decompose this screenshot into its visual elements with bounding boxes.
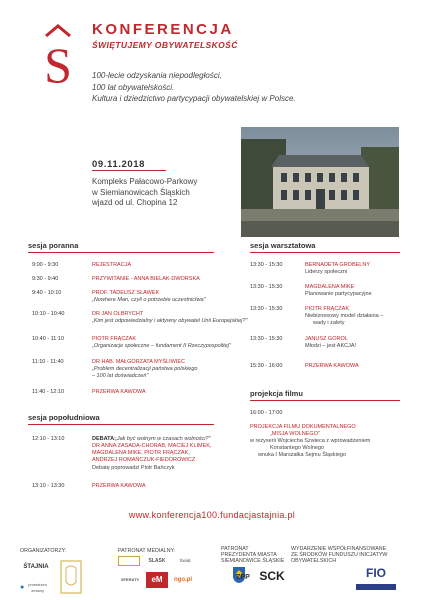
przestrzen-logo: ● przestrzeń zmiany	[20, 582, 47, 593]
workshop-row: 13:30 - 15:30 BERNADETA GROBELNY Liderzy społeczni	[250, 262, 370, 275]
conference-title: KONFERENCJA	[92, 21, 234, 38]
film-divider	[250, 400, 400, 401]
svg-text:S: S	[44, 37, 72, 88]
mayor-patronage-label: PATRONAT PREZYDENTA MIASTA SIEMIANOWICE ŚLĄSKIE	[221, 546, 285, 565]
morning-row: 11:40 - 12:10 PRZERWA KAWOWA	[32, 389, 146, 395]
workshop-row: 13:30 - 15:30 MAGDALENA MIKE Planowanie partycypacyjne	[250, 284, 372, 297]
afternoon-session-title: sesja popołudniowa	[28, 413, 100, 422]
em-logo: eM	[146, 572, 168, 588]
fio-logo: FIO	[366, 566, 386, 580]
ngo-logo: ngo.pl	[174, 577, 192, 583]
conference-lead: 100-lecie odzyskania niepodległości, 100 lat obywatelskości. Kultura i dziedzictwo partycypacji obywatelskiej w Polsce.	[92, 71, 296, 103]
media-patronage-label: PATRONAT MEDIALNY:	[118, 548, 176, 554]
morning-row: 10:40 - 11:10 PIOTR FRĄCZAK „Organizacje społeczne – fundament II Rzeczypospolitej"	[32, 336, 231, 349]
morning-row: 9:00 - 9:30 REJESTRACJA	[32, 262, 132, 268]
workshop-divider	[250, 252, 400, 253]
film-description: PROJEKCJA FILMU DOKUMENTALNEGO „MISJA WOLNEGO" w reżyserii Wojciecha Szwieca z wprowadzeniem Konstantego Wolnego wnuka I Marszałka Sejmu Śląskiego	[250, 424, 371, 458]
morning-divider	[28, 252, 214, 253]
media-logo-1	[118, 556, 140, 566]
conference-url-link[interactable]: www.konferencja100.fundacjastajnia.pl	[128, 510, 296, 520]
swiat-logo: Świat	[179, 558, 191, 563]
slask-logo: SLASK	[148, 558, 166, 564]
cofinance-label: WYDARZENIE WSPÓŁFINANSOWANE ZE ŚRODKÓW FUNDUSZU INICJATYW OBYWATELSKICH	[291, 546, 388, 565]
fio-bar	[356, 584, 396, 590]
sck-logo: SCK	[259, 569, 285, 583]
stajnia-logo: ŚTAJNIA	[23, 564, 49, 570]
morning-row: 10:10 - 10:40 DR JAN OLBRYCHT „Kim jest odpowiedzialny i aktywny obywatel Unii Europejskiej?"	[32, 311, 248, 324]
film-section-title: projekcja filmu	[250, 389, 303, 398]
event-venue: Kompleks Pałacowo-Parkowy w Siemianowicach Śląskich wjazd od ul. Chopina 12	[92, 177, 198, 207]
morning-row: 11:10 - 11:40 DR HAB. MAŁGORZATA MYŚLIWIEC „Problem decentralizacji państwa polskiego – 100 lat doświadczeń"	[32, 359, 198, 379]
event-date: 09.11.2018	[92, 159, 146, 170]
konferencja-logo	[38, 22, 78, 88]
film-time: 16:00 - 17:00	[250, 410, 283, 416]
crest-logo	[60, 560, 82, 594]
date-divider	[92, 170, 166, 171]
morning-session-title: sesja poranna	[28, 241, 79, 250]
organizers-label: ORGANIZATORZY:	[20, 548, 67, 554]
afternoon-divider	[28, 424, 214, 425]
workshop-row: 13:30 - 15:30 JANUSZ GOROL Młodzi – jest AKCJA!	[250, 336, 357, 349]
palace-photo	[241, 127, 399, 237]
sferaty-logo: SFERATY	[120, 577, 140, 582]
workshop-row: 13:30 - 15:30 PIOTR FRĄCZAK Niebiznesowy model działania – wady i zalety	[250, 306, 384, 326]
morning-row: 9:40 - 10:10 PROF. TADEUSZ SŁAWEK „Nowhere Man, czyli o potrzebie uczestnictwa"	[32, 290, 206, 303]
workshop-session-title: sesja warsztatowa	[250, 241, 316, 250]
workshop-row: 15:30 - 16:00 PRZERWA KAWOWA	[250, 363, 359, 369]
conference-subtitle: ŚWIĘTUJEMY OBYWATELSKOŚĆ	[92, 40, 238, 50]
afternoon-break-row: 13:10 - 13:30 PRZERWA KAWOWA	[32, 483, 146, 489]
debate-row: 12:10 - 13:10 DEBATA: „Jak być wolnym w czasach wolności?" DR ANNA ZASADA-CHORAB, MACIEJ KLIMEK, MAGDALENA MIKE, PIOTR FRĄCZAK, ANDRZEJ ROMAŃCZUK-FIEDOROWICZ Debatę poprowadzi Piotr Bańczyk	[32, 436, 212, 471]
morning-row: 9:30 - 9:40 PRZYWITANIE - ANNA BIELAK-DWORSKA	[32, 276, 200, 282]
zpp-logo: ZPP	[236, 574, 250, 581]
